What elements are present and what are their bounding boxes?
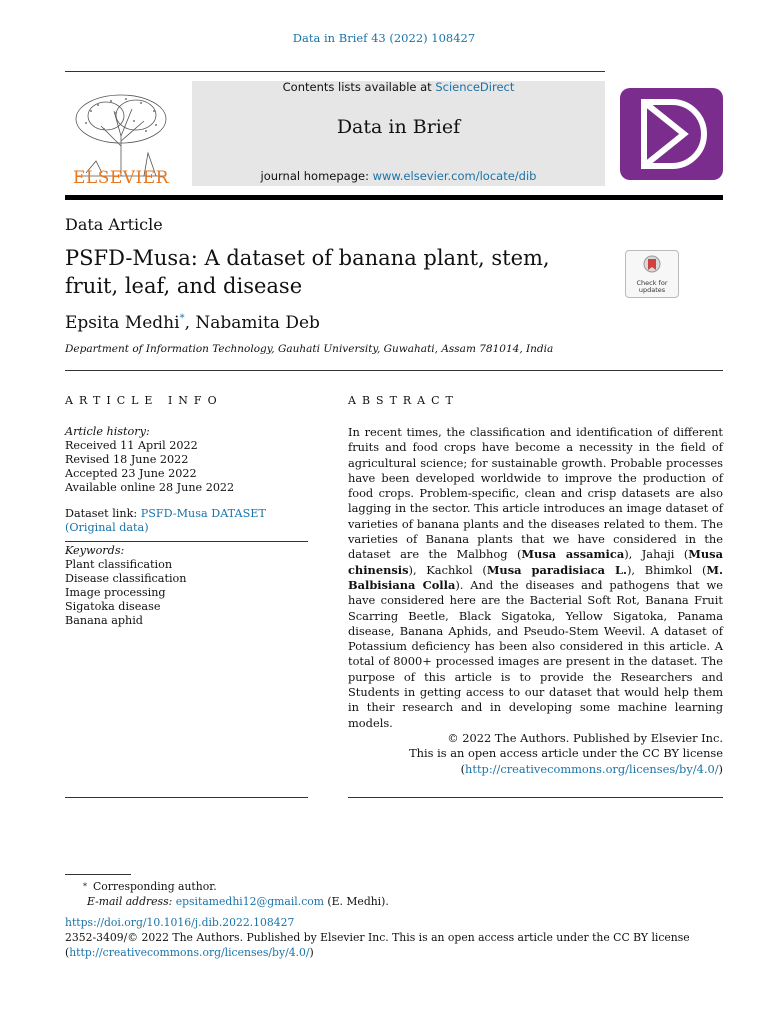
abstract-text: ), Bhimkol (	[626, 562, 707, 577]
keyword-item: Banana aphid	[65, 614, 143, 627]
email-link[interactable]: epsitamedhi12@gmail.com	[175, 895, 324, 908]
bookmark-icon	[642, 255, 662, 277]
article-history	[65, 425, 308, 495]
history-label: Article history:	[65, 425, 150, 438]
footnote-text: Corresponding author.	[93, 880, 217, 893]
contents-prefix: Contents lists available at	[282, 80, 436, 94]
dataset-link-line	[65, 507, 308, 535]
footnote-corresponding	[65, 879, 725, 894]
article-title: PSFD-Musa: A dataset of banana plant, stem, fruit, leaf, and disease	[65, 246, 550, 298]
abstract-text: ), Kachkol (	[408, 562, 487, 577]
journal-logo-icon	[620, 88, 723, 180]
badge-label-2: updates	[638, 286, 666, 294]
history-revised: Revised 18 June 2022	[65, 453, 189, 466]
abstract-text: In recent times, the classification and identification of different fruits and food crops have become a necessity in the field of agricultural science; for sustainable growth. Probable processes have been developed worldwide to improve the production of food crops. Problem-specific, clean and crisp datasets are also lagging in the sector. This article introduces an image dataset of varieties of banana plants and the diseases related to them. The varieties of Banana plants that we have considered in the dataset are the Malbhog (	[348, 425, 723, 562]
journal-citation: Data in Brief 43 (2022) 108427	[292, 31, 476, 45]
check-for-updates-button[interactable]	[625, 250, 679, 298]
publisher-name: ELSEVIER	[73, 168, 169, 188]
doi-link[interactable]: https://doi.org/10.1016/j.dib.2022.108427	[65, 916, 295, 929]
footnote-email	[65, 894, 725, 909]
journal-name: Data in Brief	[336, 116, 461, 138]
dataset-label: Dataset link:	[65, 507, 141, 520]
abstract-license-line: This is an open access article under the CC BY license	[409, 746, 723, 761]
history-received: Received 11 April 2022	[65, 439, 198, 452]
keywords-rule	[65, 541, 308, 542]
section-rule	[65, 370, 723, 371]
abstract-copyright: © 2022 The Authors. Published by Elsevier Inc.	[447, 730, 723, 745]
corresponding-author-marker[interactable]: *	[179, 313, 185, 324]
badge-label-1: Check for	[636, 279, 668, 287]
keywords-label: Keywords:	[65, 544, 125, 557]
issn-line: 2352-3409/© 2022 The Authors. Published by Elsevier Inc. This is an open access article under the CC BY license	[65, 931, 690, 944]
abstract-heading: ABSTRACT	[348, 394, 459, 407]
header-rule	[65, 71, 605, 72]
keyword-item: Plant classification	[65, 558, 173, 571]
keyword-item: Image processing	[65, 586, 166, 599]
article-info-heading: ARTICLE INFO	[65, 394, 223, 407]
keyword-item: Sigatoka disease	[65, 600, 161, 613]
footnote-rule	[65, 874, 131, 875]
history-online: Available online 28 June 2022	[65, 481, 235, 494]
footer-license-link[interactable]: http://creativecommons.org/licenses/by/4.0/	[69, 946, 310, 959]
footnotes	[65, 879, 725, 960]
homepage-link[interactable]: www.elsevier.com/locate/dib	[372, 169, 537, 183]
license-link[interactable]: http://creativecommons.org/licenses/by/4.0/	[465, 761, 719, 776]
doi-line	[65, 915, 725, 930]
article-type: Data Article	[65, 215, 163, 234]
abstract-species: Musa assamica	[521, 547, 625, 562]
paren-open: (	[65, 946, 70, 959]
paren-open: (	[460, 761, 466, 776]
paren-close: )	[309, 946, 314, 959]
abstract-end-rule	[348, 797, 723, 798]
footnote-marker: *	[83, 882, 87, 891]
history-accepted: Accepted 23 June 2022	[65, 467, 197, 480]
abstract-species: Musa chinensis	[348, 547, 723, 577]
header-thick-rule	[65, 195, 723, 200]
author-name: Epsita Medhi	[65, 313, 180, 333]
author-separator: ,	[184, 313, 196, 333]
abstract-license-url-line	[348, 762, 723, 777]
affiliation: Department of Information Technology, Gauhati University, Guwahati, Assam 781014, India	[65, 343, 554, 355]
abstract-text: ). And the diseases and pathogens that we have considered here are the Bacterial Soft Rot, Banana Fruit Scarring Beetle, Black Sigatoka, Yellow Sigatoka, Panama disease, Banana Aphids, and Pseudo-Stem Weevil. A dataset of Potassium deficiency has been also considered in this article. A total of 8000+ processed images are present in the dataset. The purpose of this article is to provide the Researchers and Students in getting access to our dataset that would help them in their research and in developing some machine learning models.	[348, 577, 723, 730]
contents-line	[192, 80, 605, 94]
paren-close: )	[718, 761, 723, 776]
footer-license-line	[65, 945, 725, 960]
sciencedirect-link[interactable]: ScienceDirect	[435, 80, 515, 94]
keyword-item: Disease classification	[65, 572, 187, 585]
article-info-end-rule	[65, 797, 308, 798]
abstract-body	[348, 425, 723, 777]
abstract-text: ), Jahaji (	[624, 547, 689, 562]
email-suffix: (E. Medhi).	[323, 895, 389, 908]
author-name: Nabamita Deb	[195, 313, 320, 333]
email-label: E-mail address:	[87, 895, 176, 908]
abstract-species: Musa paradisiaca L.	[486, 562, 627, 577]
dataset-link[interactable]: PSFD-Musa DATASET (Original data)	[65, 507, 266, 534]
authors	[65, 313, 320, 333]
homepage-line	[192, 169, 605, 183]
abstract-species: M. Balbisiana Colla	[348, 562, 723, 592]
homepage-prefix: journal homepage:	[260, 169, 373, 183]
keywords	[65, 544, 308, 628]
